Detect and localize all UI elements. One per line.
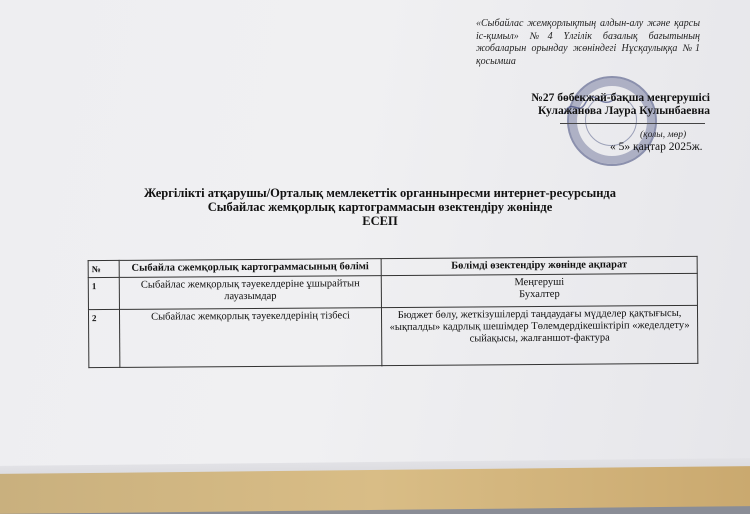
signature-caption: (қолы, мөр) <box>640 130 687 140</box>
row-number: 1 <box>88 277 119 309</box>
table-row <box>88 305 697 367</box>
approval-name: Кулажанова Лаура Кулынбаевна <box>537 105 710 117</box>
approval-block <box>480 92 710 118</box>
row-section: Сыбайлас жемқорлық тәуекелдерінің тізбесі <box>119 308 381 368</box>
approval-position: №27 бөбекжай-бақша меңгерушісі <box>531 92 710 104</box>
report-title-line2: Сыбайлас жемқорлық картограммасын өзектендіру жөнінде <box>207 200 553 214</box>
row-info: Бюджет бөлу, жеткізушілерді таңдаудағы мүдделер қақтығысы, «ықпалды» кадрлық шешімдер Төлемдердікешіктіріп «жеделдету» сыйақысы, жалғаншот-фактура <box>381 305 697 365</box>
appendix-note: «Сыбайлас жемқорлықтың алдын-алу және қарсы іс-қимыл» №4 Үлгілік базалық бағытының жобаларын орындау жөніндегі Нұсқаулыққа №1 қосымша <box>476 18 700 67</box>
table-surface <box>0 466 750 514</box>
approval-date: « 5» қаңтар 2025ж. <box>610 141 703 153</box>
header-section: Сыбайла сжемқорлық картограммасының бөлімі <box>119 259 381 278</box>
row-info <box>381 273 697 307</box>
table-row <box>88 273 697 309</box>
report-title <box>100 186 660 228</box>
row-number: 2 <box>88 309 119 367</box>
row-info-line: Меңгеруші <box>514 276 565 289</box>
header-info: Бөлімді өзектендіру жөнінде ақпарат <box>381 256 697 275</box>
row-info-line: Бухалтер <box>519 288 560 301</box>
signature-line <box>560 123 705 124</box>
report-title-line1: Жергілікті атқарушы/Орталық мемлекеттік органнынресми интернет-ресурсында <box>143 186 616 200</box>
report-table <box>88 256 699 368</box>
header-number: № <box>88 260 119 277</box>
report-title-line3: ЕСЕП <box>362 214 398 228</box>
row-section: Сыбайлас жемқорлық тәуекелдеріне ұшырайтын лауазымдар <box>119 276 381 310</box>
